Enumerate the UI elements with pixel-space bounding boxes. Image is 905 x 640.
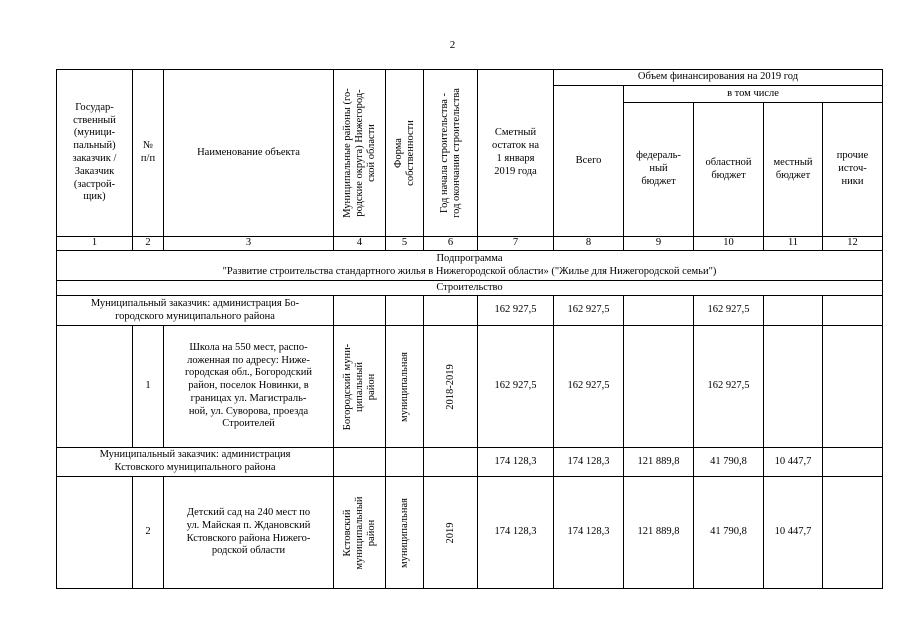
local-value: 10 447,7 — [764, 477, 823, 589]
customer-row — [57, 448, 883, 477]
column-number: 12 — [823, 237, 883, 251]
project-ownership-text: муниципальная — [398, 351, 410, 422]
federal-value — [624, 326, 694, 448]
project-district-line: район — [365, 373, 377, 400]
section-title: Строительство — [57, 281, 883, 296]
empty-cell — [386, 296, 424, 326]
project-district-line: Богородский муни- — [341, 343, 353, 430]
header-districts-line: ской области — [365, 124, 377, 182]
column-number: 5 — [386, 237, 424, 251]
header-including: в том числе — [624, 86, 883, 103]
empty-cell — [57, 477, 133, 589]
header-balance: Сметный остаток на 1 января 2019 года — [478, 70, 554, 237]
header-ownership-line: Форма — [392, 138, 404, 168]
empty-cell — [334, 448, 386, 477]
other-value — [823, 296, 883, 326]
header-other: прочие источ- ники — [823, 103, 883, 237]
other-value — [823, 326, 883, 448]
column-number: 2 — [133, 237, 164, 251]
regional-value: 41 790,8 — [694, 477, 764, 589]
total-value: 174 128,3 — [554, 477, 624, 589]
federal-value: 121 889,8 — [624, 477, 694, 589]
subprogram-label: Подпрограмма — [436, 252, 503, 264]
project-row — [57, 326, 883, 448]
header-number: № п/п — [133, 70, 164, 237]
column-number: 10 — [694, 237, 764, 251]
balance-value: 174 128,3 — [478, 448, 554, 477]
header-ownership-line: собственности — [404, 120, 416, 186]
project-district — [334, 477, 386, 589]
project-row — [57, 477, 883, 589]
local-value — [764, 296, 823, 326]
balance-value: 162 927,5 — [478, 296, 554, 326]
page-number: 2 — [449, 39, 456, 51]
regional-value: 41 790,8 — [694, 448, 764, 477]
other-value — [823, 448, 883, 477]
project-ownership — [386, 326, 424, 448]
project-years-text: 2018-2019 — [444, 363, 456, 410]
empty-cell — [334, 296, 386, 326]
empty-cell — [57, 326, 133, 448]
column-number: 9 — [624, 237, 694, 251]
customer-row — [57, 296, 883, 326]
column-numbers-row — [57, 237, 883, 251]
regional-value: 162 927,5 — [694, 326, 764, 448]
project-ownership-text: муниципальная — [398, 497, 410, 568]
column-number: 11 — [764, 237, 823, 251]
local-value: 10 447,7 — [764, 448, 823, 477]
customer-title: Муниципальный заказчик: администрация Бо- городского муниципального района — [57, 296, 334, 326]
project-district-line: муниципальный — [353, 495, 365, 570]
header-total: Всего — [554, 86, 624, 237]
header-years — [424, 70, 478, 237]
header-customer: Государ- ственный (муници- пальный) заказчик / Заказчик (застрой- щик) — [57, 70, 133, 237]
header-local: местный бюджет — [764, 103, 823, 237]
header-federal: федераль- ный бюджет — [624, 103, 694, 237]
federal-value: 121 889,8 — [624, 448, 694, 477]
total-value: 162 927,5 — [554, 296, 624, 326]
project-district-line: район — [365, 519, 377, 546]
project-ownership — [386, 477, 424, 589]
empty-cell — [386, 448, 424, 477]
column-number: 8 — [554, 237, 624, 251]
project-district-line: ципальный — [353, 361, 365, 412]
header-districts — [334, 70, 386, 237]
column-number: 7 — [478, 237, 554, 251]
project-number: 1 — [133, 326, 164, 448]
customer-title: Муниципальный заказчик: администрация Кстовского муниципального района — [57, 448, 334, 477]
column-number: 3 — [164, 237, 334, 251]
column-number: 1 — [57, 237, 133, 251]
project-years — [424, 326, 478, 448]
other-value — [823, 477, 883, 589]
header-years-line: год окончания строительства — [450, 88, 462, 218]
project-district-line: Кстовский — [341, 509, 353, 557]
local-value — [764, 326, 823, 448]
subprogram-name: "Развитие строительства стандартного жилья в Нижегородской области» ("Жилье для Нижегородской семьи") — [222, 265, 717, 277]
project-years — [424, 477, 478, 589]
federal-value — [624, 296, 694, 326]
header-regional: областной бюджет — [694, 103, 764, 237]
header-funding-title: Объем финансирования на 2019 год — [554, 70, 883, 86]
total-value: 174 128,3 — [554, 448, 624, 477]
header-years-line: Год начала строительства - — [438, 92, 450, 214]
empty-cell — [424, 296, 478, 326]
header-districts-line: Муниципальные районы (го- — [341, 88, 353, 218]
project-name: Детский сад на 240 мест по ул. Майская п. Ждановский Кстовского района Нижего- родской области — [164, 477, 334, 589]
project-district — [334, 326, 386, 448]
balance-value: 174 128,3 — [478, 477, 554, 589]
header-districts-line: родские округа) Нижегород- — [353, 89, 365, 217]
subprogram-title — [57, 251, 883, 281]
balance-value: 162 927,5 — [478, 326, 554, 448]
project-years-text: 2019 — [444, 522, 456, 543]
project-name: Школа на 550 мест, распо- ложенная по адресу: Ниже- городская обл., Богородский район, поселок Новинки, в границах ул. Магистраль- ной, ул. Суворова, проезда Строителей — [164, 326, 334, 448]
header-object-name: Наименование объекта — [164, 70, 334, 237]
regional-value: 162 927,5 — [694, 296, 764, 326]
project-number: 2 — [133, 477, 164, 589]
header-ownership — [386, 70, 424, 237]
total-value: 162 927,5 — [554, 326, 624, 448]
column-number: 6 — [424, 237, 478, 251]
financing-table — [56, 69, 883, 589]
empty-cell — [424, 448, 478, 477]
column-number: 4 — [334, 237, 386, 251]
